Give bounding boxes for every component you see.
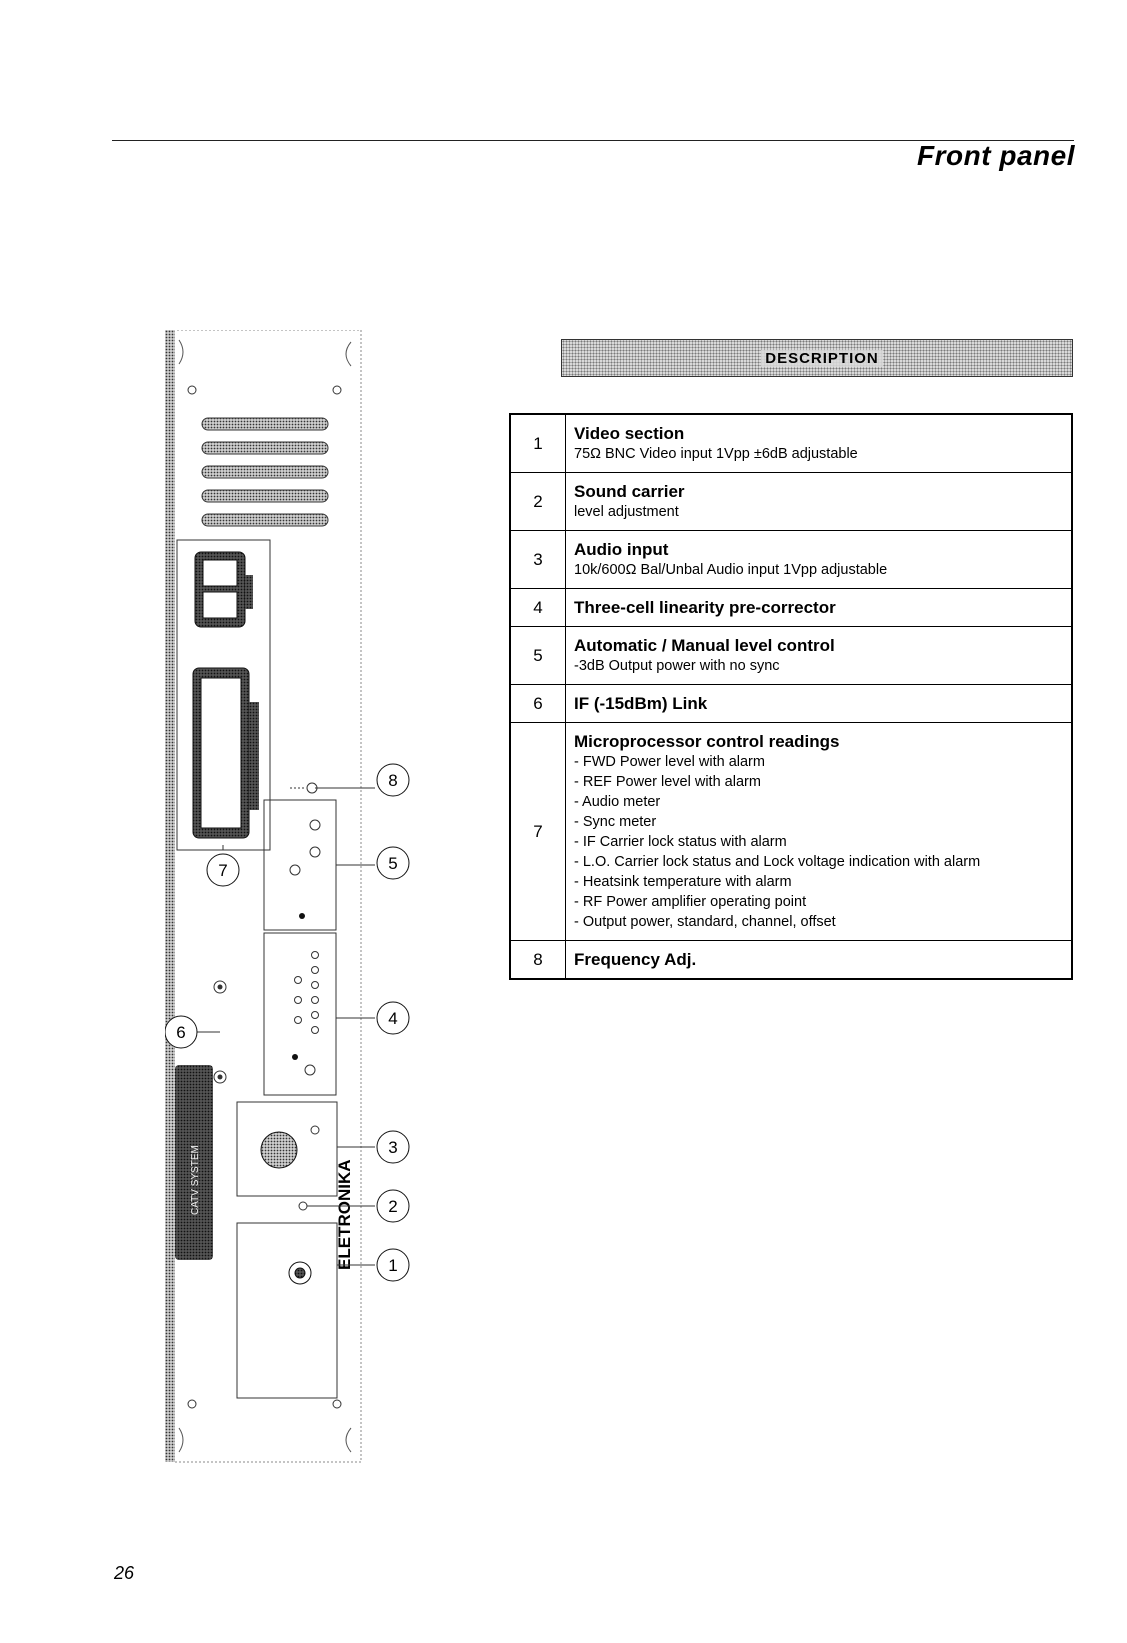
panel-edge-strip bbox=[165, 330, 175, 1462]
video-input-panel bbox=[237, 1223, 337, 1398]
row-number: 6 bbox=[510, 685, 566, 723]
description-row bbox=[510, 531, 1072, 589]
description-row bbox=[510, 589, 1072, 627]
row-detail: - Output power, standard, channel, offset bbox=[574, 914, 836, 930]
row-title: Automatic / Manual level control bbox=[574, 636, 835, 655]
row-number: 1 bbox=[510, 414, 566, 473]
description-row bbox=[510, 473, 1072, 531]
svg-text:4: 4 bbox=[388, 1009, 398, 1028]
description-row bbox=[510, 627, 1072, 685]
callout-4 bbox=[377, 1002, 409, 1034]
description-row bbox=[510, 414, 1072, 473]
description-header bbox=[561, 339, 1073, 377]
brand-logo: ELETRONIKA bbox=[335, 1159, 354, 1270]
row-title: Three-cell linearity pre-corrector bbox=[574, 598, 836, 617]
description-header-label: DESCRIPTION bbox=[761, 350, 883, 367]
row-detail: 10k/600Ω Bal/Unbal Audio input 1Vpp adjustable bbox=[574, 562, 888, 578]
row-title: Audio input bbox=[574, 540, 669, 559]
catv-strip-label: CATV SYSTEM bbox=[190, 1145, 201, 1215]
row-content bbox=[566, 589, 1073, 627]
description-row bbox=[510, 685, 1072, 723]
callout-5 bbox=[377, 847, 409, 879]
callout-3 bbox=[377, 1131, 409, 1163]
xlr-connector bbox=[261, 1132, 297, 1168]
row-title: Video section bbox=[574, 424, 685, 443]
page-number: 26 bbox=[114, 1563, 135, 1583]
row-content bbox=[566, 941, 1073, 980]
row-number: 2 bbox=[510, 473, 566, 531]
mounting-hole bbox=[333, 386, 341, 394]
svg-text:5: 5 bbox=[388, 854, 398, 873]
row-detail: - Sync meter bbox=[574, 814, 657, 830]
row-content bbox=[566, 723, 1073, 941]
callout-2 bbox=[377, 1190, 409, 1222]
svg-text:8: 8 bbox=[388, 771, 398, 790]
mounting-hole bbox=[188, 386, 196, 394]
callout-7 bbox=[207, 854, 239, 886]
level-control-panel bbox=[264, 800, 336, 930]
svg-text:7: 7 bbox=[218, 861, 228, 880]
row-detail: - L.O. Carrier lock status and Lock voltage indication with alarm bbox=[574, 854, 981, 870]
svg-text:2: 2 bbox=[388, 1197, 398, 1216]
row-detail: - IF Carrier lock status with alarm bbox=[574, 834, 787, 850]
row-detail: level adjustment bbox=[574, 504, 679, 520]
page-title: Front panel bbox=[917, 140, 1075, 171]
callout-8 bbox=[377, 764, 409, 796]
row-content bbox=[566, 531, 1073, 589]
row-content bbox=[566, 685, 1073, 723]
svg-text:1: 1 bbox=[388, 1256, 398, 1275]
row-title: IF (-15dBm) Link bbox=[574, 694, 708, 713]
pre-corrector-panel bbox=[264, 933, 336, 1095]
row-number: 8 bbox=[510, 941, 566, 980]
mounting-hole bbox=[333, 1400, 341, 1408]
row-detail: - Audio meter bbox=[574, 794, 661, 810]
row-content bbox=[566, 473, 1073, 531]
row-number: 3 bbox=[510, 531, 566, 589]
row-title: Sound carrier bbox=[574, 482, 685, 501]
row-content bbox=[566, 414, 1073, 473]
sound-carrier-knob bbox=[299, 1202, 307, 1210]
row-detail: -3dB Output power with no sync bbox=[574, 658, 780, 674]
row-detail: 75Ω BNC Video input 1Vpp ±6dB adjustable bbox=[574, 446, 858, 462]
row-number: 5 bbox=[510, 627, 566, 685]
description-table bbox=[509, 413, 1073, 980]
row-detail: - Heatsink temperature with alarm bbox=[574, 874, 792, 890]
row-content bbox=[566, 627, 1073, 685]
front-panel-drawing bbox=[165, 330, 455, 1470]
svg-text:3: 3 bbox=[388, 1138, 398, 1157]
row-detail: - RF Power amplifier operating point bbox=[574, 894, 807, 910]
description-row bbox=[510, 941, 1072, 980]
row-title: Frequency Adj. bbox=[574, 950, 697, 969]
callout-1 bbox=[377, 1249, 409, 1281]
callout-6 bbox=[165, 1016, 197, 1048]
vent-slots bbox=[202, 418, 328, 526]
description-row bbox=[510, 723, 1072, 941]
row-title: Microprocessor control readings bbox=[574, 732, 840, 751]
row-number: 4 bbox=[510, 589, 566, 627]
row-detail: - REF Power level with alarm bbox=[574, 774, 761, 790]
svg-text:6: 6 bbox=[176, 1023, 186, 1042]
mounting-hole bbox=[188, 1400, 196, 1408]
row-number: 7 bbox=[510, 723, 566, 941]
row-detail: - FWD Power level with alarm bbox=[574, 754, 765, 770]
